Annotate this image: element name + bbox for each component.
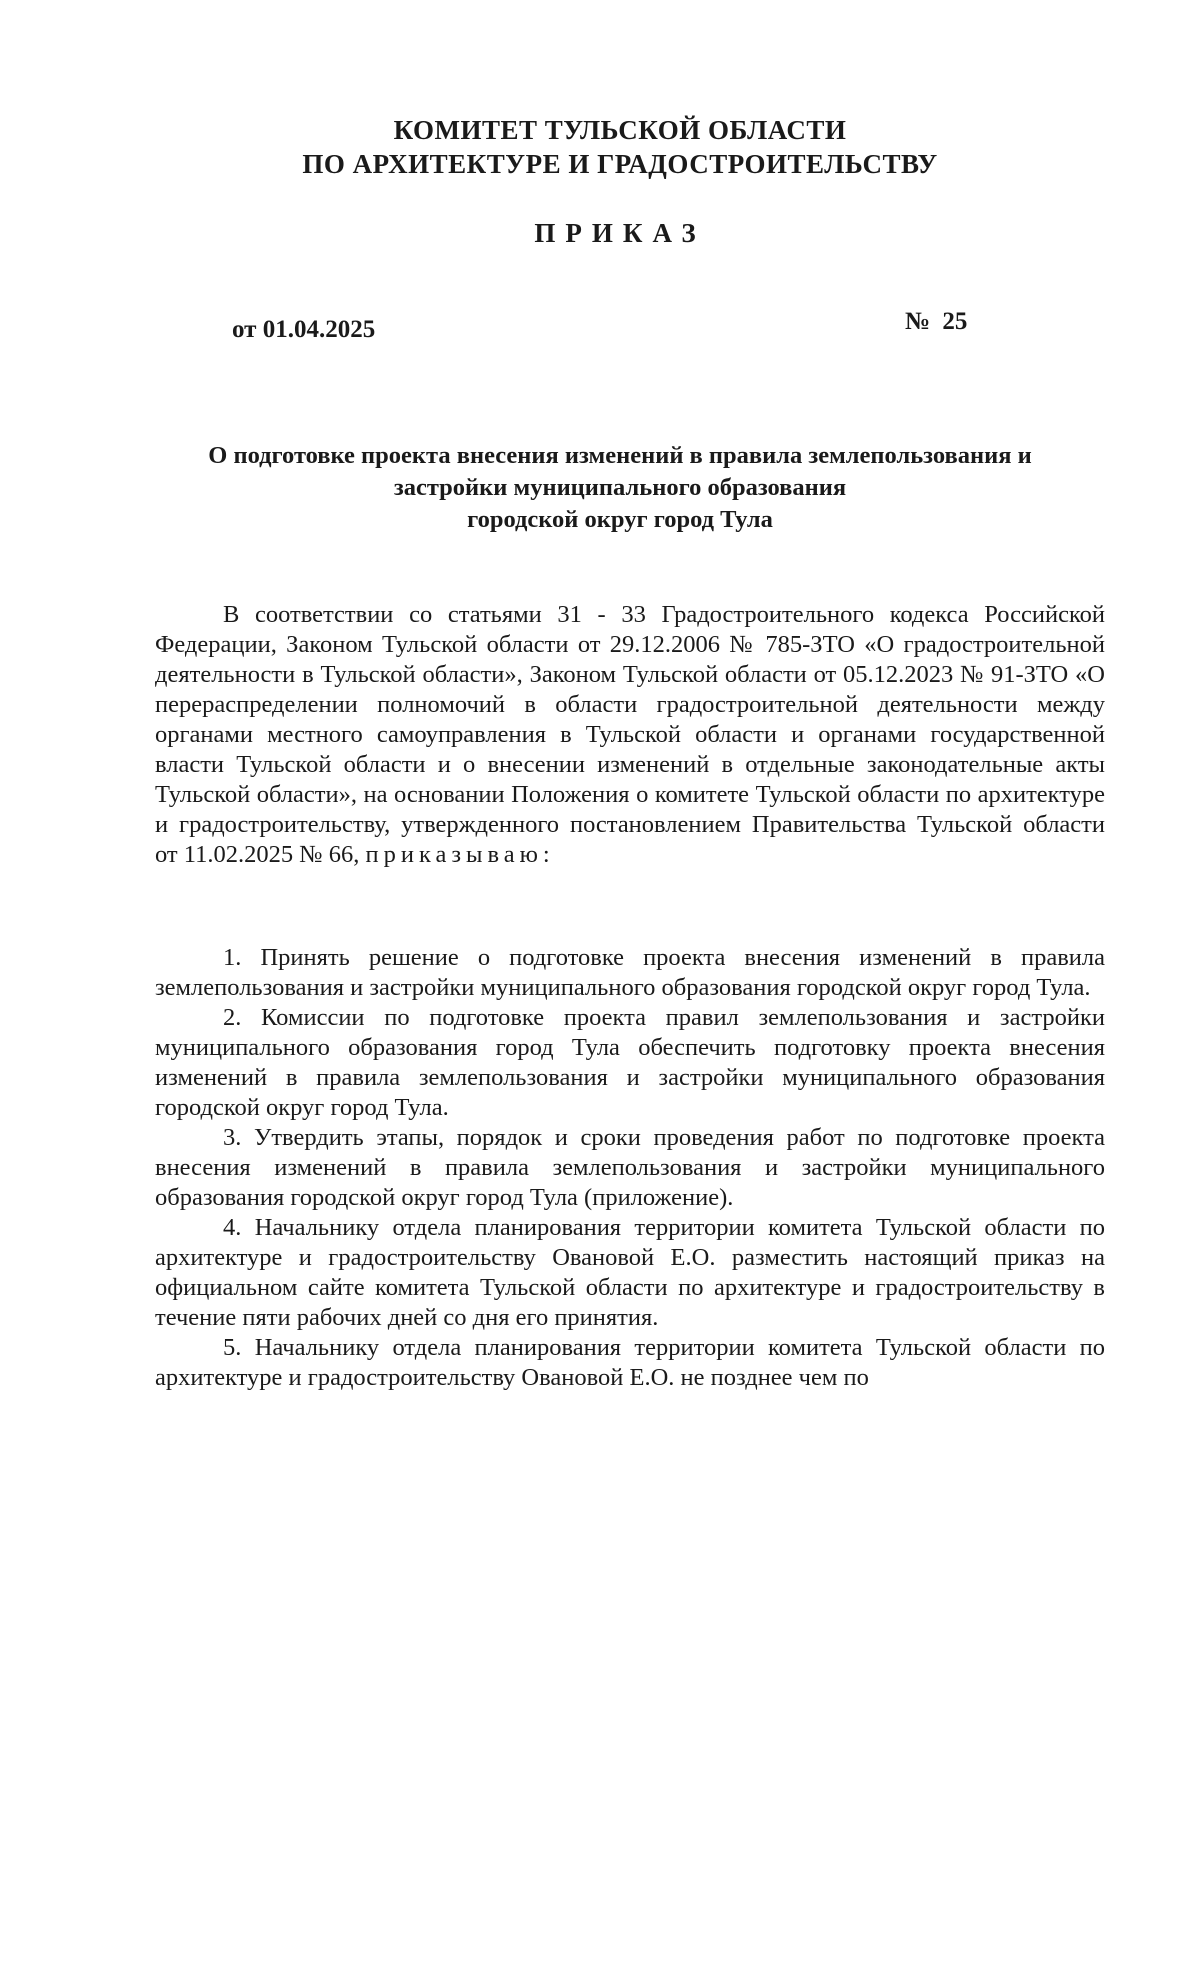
- order-date: от 01.04.2025: [232, 316, 376, 343]
- preamble-paragraph: [155, 600, 1105, 870]
- order-number: № 25: [905, 308, 968, 335]
- order-item-5: 5. Начальнику отдела планирования территории комитета Тульской области по архитектуре и градостроительству Овановой Е.О. не позднее чем по: [155, 1334, 1105, 1391]
- order-item-4: 4. Начальнику отдела планирования территории комитета Тульской области по архитектуре и градостроительству Овановой Е.О. разместить настоящий приказ на официальном сайте комитета Тульской области по архитектуре и градостроительству в течение пяти рабочих дней со дня его принятия.: [155, 1214, 1105, 1331]
- order-verb: приказываю:: [365, 841, 555, 868]
- subject-line-2: застройки муниципального образования: [393, 474, 847, 501]
- order-items: [155, 943, 1105, 1393]
- order-subject: [140, 440, 1100, 536]
- subject-line-1: О подготовке проекта внесения изменений в правила землепользования и: [208, 442, 1032, 469]
- order-item-1: 1. Принять решение о подготовке проекта внесения изменений в правила землепользования и застройки муниципального образования городской округ город Тула.: [155, 944, 1105, 1001]
- org-name-line-1: КОМИТЕТ ТУЛЬСКОЙ ОБЛАСТИ: [393, 115, 847, 145]
- preamble-text: В соответствии со статьями 31 - 33 Градостроительного кодекса Российской Федерации, Законом Тульской области от 29.12.2006 № 785-ЗТО «О градостроительной деятельности в Тульской области», Законом Тульской области от 05.12.2023 № 91-ЗТО «О перераспределении полномочий в области градостроительной деятельности между органами местного самоуправления в Тульской области и органами государственной власти Тульской области и о внесении изменений в отдельные законодательные акты Тульской области», на основании Положения о комитете Тульской области по архитектуре и градостроительству, утвержденного постановлением Правительства Тульской области от 11.02.2025 № 66,: [155, 601, 1105, 868]
- order-item-3: 3. Утвердить этапы, порядок и сроки проведения работ по подготовке проекта внесения изменений в правила землепользования и застройки муниципального образования городской округ город Тула (приложение).: [155, 1124, 1105, 1211]
- org-name-line-2: ПО АРХИТЕКТУРЕ И ГРАДОСТРОИТЕЛЬСТВУ: [302, 149, 938, 179]
- order-item-2: 2. Комиссии по подготовке проекта правил землепользования и застройки муниципального образования город Тула обеспечить подготовку проекта внесения изменений в правила землепользования и застройки муниципального образования городской округ город Тула.: [155, 1004, 1105, 1121]
- document-type-title: ПРИКАЗ: [534, 218, 706, 248]
- subject-line-3: городской округ город Тула: [467, 506, 773, 533]
